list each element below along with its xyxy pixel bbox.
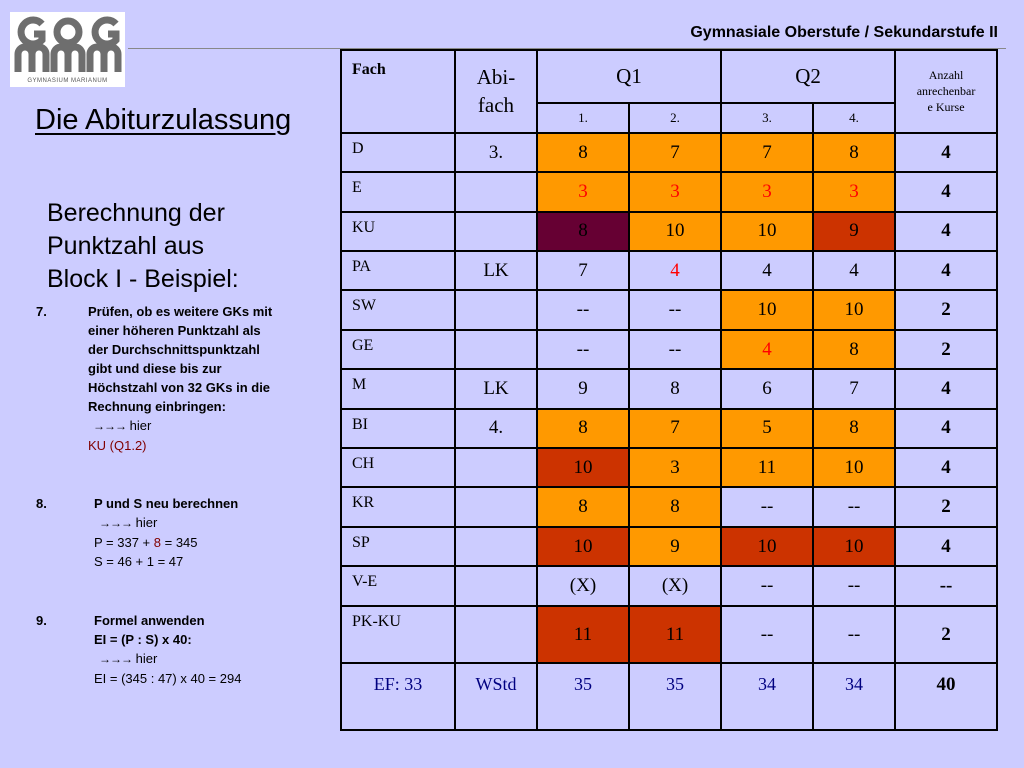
grade-cell: 10 [722,291,812,328]
table-row [342,173,996,210]
grade-cell: 4 [722,331,812,368]
total-cell: 2 [896,331,996,368]
grade-cell: 10 [814,528,894,565]
logo-mark [10,12,125,76]
hier-label: hier [129,418,152,433]
grade-cell: 9 [814,213,894,250]
table-row [342,331,996,368]
header-text: Anzahl [928,68,964,83]
grade-cell: 7 [538,252,628,289]
grade-cell: -- [722,567,812,604]
step-note: KU (Q1.2) [88,438,147,453]
step-7 [36,302,336,455]
grade-cell: 8 [814,331,894,368]
grade-cell: -- [630,331,720,368]
total-cell: 2 [896,291,996,328]
total-cell: 4 [896,213,996,250]
step-8 [36,494,336,571]
grade-cell: 11 [538,607,628,663]
abifach-cell: 4. [456,410,536,447]
grade-table-frame [340,49,998,731]
table-row [342,449,996,486]
header-text: fach [477,93,515,118]
total-cell: 2 [896,488,996,525]
grade-cell: 4 [630,252,720,289]
grade-cell: 9 [630,528,720,565]
grade-cell: (X) [630,567,720,604]
calc-part: = 345 [161,535,198,550]
abifach-cell [456,331,536,368]
subject-cell: KU [342,213,454,250]
step-text: Formel anwenden [94,613,205,628]
hier-line [94,513,336,533]
subject-cell: V-E [342,567,454,604]
abifach-cell: 3. [456,134,536,171]
grade-cell: (X) [538,567,628,604]
header-title: Gymnasiale Oberstufe / Sekundarstufe II [690,24,998,41]
total-cell: 4 [896,449,996,486]
abifach-cell: LK [456,370,536,407]
step-text: einer höheren Punktzahl als [88,323,261,338]
abifach-cell [456,173,536,210]
abifach-cell [456,291,536,328]
grade-cell: -- [722,607,812,663]
step-9 [36,611,336,688]
term-header: 1. [538,104,628,132]
subject-cell: GE [342,331,454,368]
grade-cell: 8 [814,134,894,171]
abifach-cell [456,567,536,604]
logo [10,12,125,87]
term-header: 4. [814,104,894,132]
grade-cell: 7 [630,134,720,171]
header-row [342,51,996,102]
col-header-abifach [456,51,536,132]
grade-cell: 8 [630,370,720,407]
header-text: Abi- [476,65,516,90]
grade-cell: -- [722,488,812,525]
grade-table [340,49,998,731]
calc-line [94,533,336,552]
subtitle-line: Block I - Beispiel: [47,265,239,293]
page-title: Die Abiturzulassung [35,104,292,136]
subject-cell: KR [342,488,454,525]
calc-line: S = 46 + 1 = 47 [94,554,184,569]
footer-cell: 35 [538,664,628,729]
footer-cell: EF: 33 [342,664,454,729]
grade-cell: 6 [722,370,812,407]
grade-cell: -- [814,567,894,604]
step-text: P und S neu berechnen [94,496,239,511]
hier-line [88,416,336,436]
grade-cell: 3 [814,173,894,210]
subject-cell: CH [342,449,454,486]
subject-cell: E [342,173,454,210]
subtitle-line: Punktzahl aus [47,232,205,260]
total-cell: 4 [896,528,996,565]
calc-part: P = 337 + [94,535,154,550]
grade-cell: 8 [538,134,628,171]
grade-cell: -- [538,331,628,368]
grade-cell: 3 [630,449,720,486]
step-text: Rechnung einbringen: [88,399,226,414]
grade-cell: 8 [630,488,720,525]
grade-cell: 3 [630,173,720,210]
subtitle [47,197,307,296]
step-number: 9. [36,613,47,628]
grade-cell: 10 [538,528,628,565]
hier-line [94,649,336,669]
grade-cell: 10 [722,213,812,250]
grade-cell: 7 [814,370,894,407]
col-header-fach: Fach [342,51,454,132]
grade-cell: 4 [814,252,894,289]
grade-cell: 7 [722,134,812,171]
abifach-cell [456,607,536,663]
calc-line: EI = (345 : 47) x 40 = 294 [94,671,242,686]
grade-cell: 8 [538,488,628,525]
total-cell: 4 [896,252,996,289]
grade-cell: 3 [722,173,812,210]
abifach-cell: LK [456,252,536,289]
table-row [342,213,996,250]
grade-cell: 8 [814,410,894,447]
subtitle-line: Berechnung der [47,199,225,227]
subject-cell: M [342,370,454,407]
grade-cell: 8 [538,213,628,250]
grade-cell: 5 [722,410,812,447]
hier-label: hier [135,651,158,666]
table-row [342,252,996,289]
step-number: 7. [36,304,47,319]
grade-cell: -- [814,607,894,663]
subject-cell: D [342,134,454,171]
grade-cell: 11 [722,449,812,486]
total-cell: 2 [896,607,996,663]
table-row [342,567,996,604]
table-row [342,291,996,328]
table-row [342,488,996,525]
grade-cell: 10 [814,449,894,486]
total-cell: 4 [896,173,996,210]
col-header-q1: Q1 [538,51,720,102]
grade-cell: 10 [814,291,894,328]
steps-list [36,302,336,688]
table-row [342,370,996,407]
abifach-cell [456,449,536,486]
subject-cell: SW [342,291,454,328]
col-header-q2: Q2 [722,51,894,102]
step-text: EI = (P : S) x 40: [94,632,192,647]
grade-cell: 8 [538,410,628,447]
table-row [342,410,996,447]
table-row [342,134,996,171]
abifach-cell [456,213,536,250]
step-text: Höchstzahl von 32 GKs in die [88,380,271,395]
term-header: 3. [722,104,812,132]
arrow-icon: →→→ [99,652,132,666]
table-row [342,607,996,663]
grade-cell: 11 [630,607,720,663]
footer-row [342,664,996,729]
grade-cell: -- [814,488,894,525]
step-text: Prüfen, ob es weitere GKs mit [88,304,273,319]
header-text: e Kurse [927,100,965,115]
grade-cell: 10 [538,449,628,486]
calc-highlight: 8 [153,535,161,550]
total-cell: 4 [896,410,996,447]
subject-cell: PK-KU [342,607,454,663]
step-number: 8. [36,496,47,511]
grade-cell: 3 [538,173,628,210]
subject-cell: PA [342,252,454,289]
footer-cell: 35 [630,664,720,729]
grade-cell: 9 [538,370,628,407]
grade-cell: 10 [722,528,812,565]
col-header-anzahl [896,51,996,132]
logo-subtitle: GYMNASIUM MARIANUM [27,78,108,84]
total-cell: -- [896,567,996,604]
abifach-cell [456,488,536,525]
table-row [342,528,996,565]
grade-cell: -- [538,291,628,328]
arrow-icon: →→→ [99,516,132,530]
footer-total: 40 [896,664,996,729]
step-text: gibt und diese bis zur [88,361,222,376]
subject-cell: SP [342,528,454,565]
grade-cell: 7 [630,410,720,447]
term-header: 2. [630,104,720,132]
hier-label: hier [135,515,158,530]
footer-cell: 34 [814,664,894,729]
footer-cell: WStd [456,664,536,729]
footer-cell: 34 [722,664,812,729]
arrow-icon: →→→ [93,419,126,433]
subject-cell: BI [342,410,454,447]
step-text: der Durchschnittspunktzahl [88,342,260,357]
grade-cell: 4 [722,252,812,289]
abifach-cell [456,528,536,565]
total-cell: 4 [896,370,996,407]
grade-cell: 10 [630,213,720,250]
grade-cell: -- [630,291,720,328]
header-text: anrechenbar [916,84,976,99]
total-cell: 4 [896,134,996,171]
